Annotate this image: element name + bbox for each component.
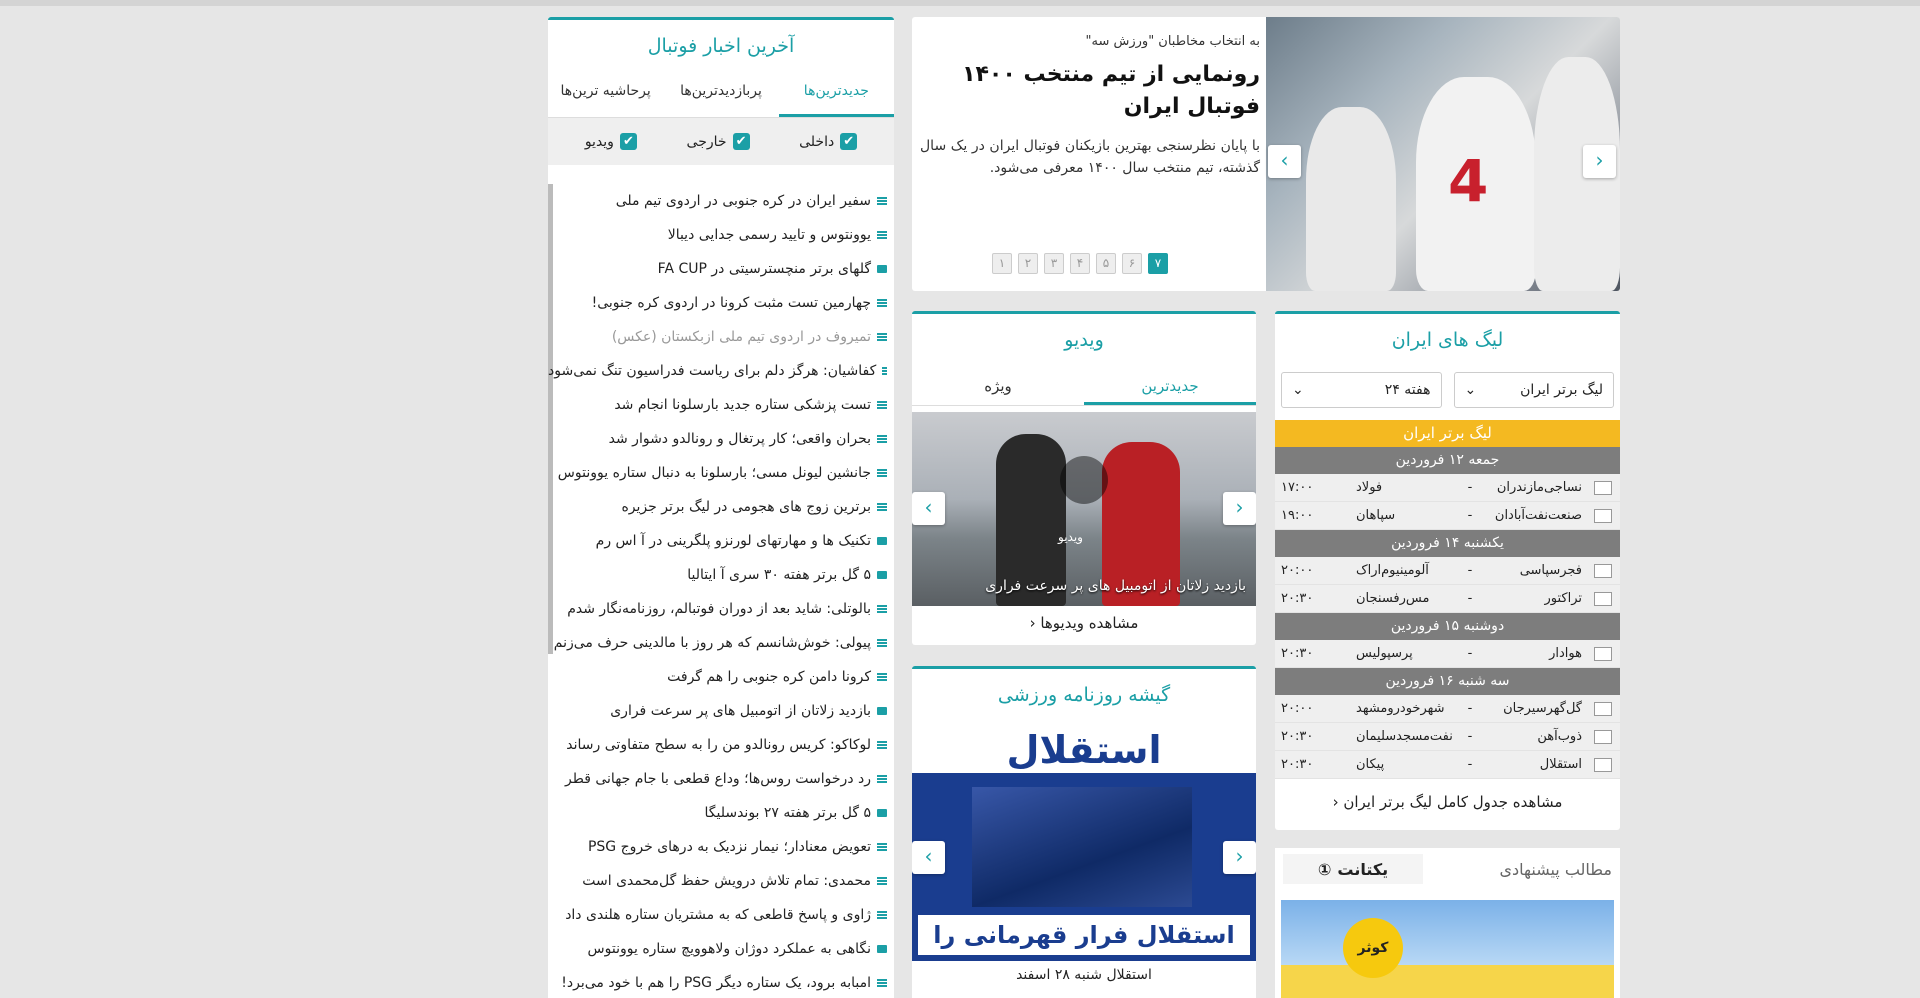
- list-item[interactable]: [548, 864, 894, 898]
- video-thumbnail[interactable]: [912, 412, 1256, 606]
- jersey-number: 4: [1448, 147, 1489, 215]
- pager-item[interactable]: ۵: [1096, 253, 1116, 274]
- list-item[interactable]: [548, 286, 894, 320]
- filter-video-label: ویدیو: [584, 133, 614, 150]
- suggested-content-panel: [1275, 848, 1620, 998]
- list-item[interactable]: [548, 694, 894, 728]
- news-item-title: تکنیک ها و مهارتهای لورنزو پلگرینی در آ اس رم: [595, 533, 871, 549]
- checkbox-checked-icon[interactable]: ✔: [620, 133, 637, 150]
- video-panel: [912, 311, 1256, 645]
- press-panel-title: گیشه روزنامه ورزشی: [997, 684, 1171, 706]
- score-separator: -: [1467, 729, 1473, 744]
- article-icon: [877, 605, 887, 613]
- match-time: ۱۷:۰۰: [1281, 480, 1314, 495]
- article-icon: [877, 333, 887, 341]
- full-table-link[interactable]: مشاهده جدول کامل لیگ برتر ایران ‹: [1332, 793, 1563, 811]
- iran-leagues-panel: [1275, 311, 1620, 830]
- article-icon: [882, 367, 887, 375]
- filter-domestic[interactable]: [799, 133, 857, 150]
- score-separator: -: [1467, 701, 1473, 716]
- away-team: شهرخودرومشهد: [1356, 701, 1445, 716]
- article-icon: [877, 979, 887, 987]
- view-videos-link[interactable]: مشاهده ویدیوها ‹: [1029, 614, 1139, 632]
- team-logo-icon: [1594, 758, 1612, 772]
- news-item-title: جانشین لیونل مسی؛ بارسلونا به دنبال ستاره یوونتوس: [557, 465, 871, 481]
- news-item-title: نگاهی به عملکرد دوژان ولاهوویچ ستاره یوونتوس: [587, 941, 871, 957]
- news-item-title: رد درخواست روس‌ها؛ وداع قطعی با جام جهانی قطر: [565, 771, 871, 787]
- list-item[interactable]: [548, 626, 894, 660]
- list-item[interactable]: [548, 558, 894, 592]
- article-icon: [877, 775, 887, 783]
- home-team: گل‌گهرسیرجان: [1503, 701, 1582, 716]
- news-item-title: ژاوی و پاسخ قاطعی که به مشتریان ستاره هلندی داد: [565, 907, 871, 923]
- news-tabs: [548, 66, 894, 118]
- news-item-title: برترین زوج های هجومی در لیگ برتر جزیره: [621, 499, 871, 515]
- score-separator: -: [1467, 757, 1473, 772]
- match-time: ۲۰:۰۰: [1281, 701, 1314, 716]
- video-caption[interactable]: بازدید زلاتان از اتومبیل های پر سرعت فراری: [985, 578, 1246, 594]
- news-filters: [548, 118, 894, 165]
- pager-item[interactable]: ۴: [1070, 253, 1090, 274]
- newspaper-masthead: استقلال: [912, 727, 1256, 773]
- pager-item[interactable]: ۶: [1122, 253, 1142, 274]
- news-list: [548, 184, 894, 998]
- team-logo-icon: [1594, 509, 1612, 523]
- article-icon: [877, 877, 887, 885]
- chevron-left-icon[interactable]: ‹: [912, 492, 945, 525]
- news-item-title: لوکاکو: کریس رونالدو من را به سطح متفاوتی رساند: [566, 737, 871, 753]
- suggested-header: [1275, 848, 1620, 890]
- league-select[interactable]: [1454, 372, 1615, 408]
- news-item-title: ۵ گل برتر هفته ۳۰ سری آ ایتالیا: [687, 567, 871, 583]
- news-item-title: تمیروف در اردوی تیم ملی ازبکستان (عکس): [611, 329, 871, 345]
- player-figure: [1416, 77, 1536, 291]
- news-item-title: چهارمین تست مثبت کرونا در اردوی کره جنوبی!: [591, 295, 871, 311]
- score-separator: -: [1467, 563, 1473, 578]
- suggested-ad-image[interactable]: [1281, 900, 1614, 998]
- news-panel-title: آخرین اخبار فوتبال: [647, 35, 795, 57]
- match-time: ۲۰:۳۰: [1281, 591, 1314, 606]
- match-day-header: سه شنبه ۱۶ فروردین: [1275, 668, 1620, 695]
- home-team: ذوب‌آهن: [1537, 729, 1582, 744]
- home-team: هوادار: [1549, 646, 1582, 661]
- team-logo-icon: [1594, 592, 1612, 606]
- match-row[interactable]: [1275, 557, 1620, 585]
- pager-item[interactable]: ۱: [992, 253, 1012, 274]
- week-select[interactable]: [1281, 372, 1442, 408]
- list-item[interactable]: [548, 354, 894, 388]
- away-team: سپاهان: [1356, 508, 1396, 523]
- newspaper-photo: [972, 787, 1192, 907]
- latest-football-news-panel: [548, 17, 894, 998]
- list-item[interactable]: [548, 388, 894, 422]
- list-item[interactable]: [548, 966, 894, 998]
- newspaper-kiosk-panel: [912, 666, 1256, 998]
- chevron-right-icon[interactable]: ›: [1223, 492, 1256, 525]
- chevron-right-icon[interactable]: ›: [1583, 145, 1616, 178]
- home-team: تراکتور: [1544, 591, 1582, 606]
- news-item-title: امبابه برود، یک ستاره دیگر PSG را هم با خود می‌برد!: [561, 975, 871, 991]
- match-row[interactable]: [1275, 502, 1620, 530]
- list-item[interactable]: [548, 218, 894, 252]
- match-day-header: یکشنبه ۱۴ فروردین: [1275, 530, 1620, 557]
- home-team: استقلال: [1539, 757, 1582, 772]
- tab-most-viewed[interactable]: پربازدیدترین‌ها: [680, 83, 762, 99]
- article-icon: [877, 503, 887, 511]
- list-item[interactable]: [548, 184, 894, 218]
- list-item[interactable]: [548, 592, 894, 626]
- team-logo-icon: [1594, 702, 1612, 716]
- news-item-title: بحران واقعی؛ کار پرتغال و رونالدو دشوار شد: [608, 431, 871, 447]
- news-item-title: ۵ گل برتر هفته ۲۷ بوندسلیگا: [704, 805, 871, 821]
- article-icon: [877, 843, 887, 851]
- home-team: فجرسپاسی: [1519, 563, 1582, 578]
- list-item[interactable]: [548, 728, 894, 762]
- team-logo-icon: [1594, 564, 1612, 578]
- article-icon: [877, 231, 887, 239]
- filter-foreign-label: خارجی: [686, 133, 727, 150]
- away-team: فولاد: [1356, 480, 1383, 495]
- pager-item[interactable]: ۳: [1044, 253, 1064, 274]
- chevron-left-icon[interactable]: ‹: [912, 841, 945, 874]
- featured-headline[interactable]: رونمایی از تیم منتخب ۱۴۰۰ فوتبال ایران: [962, 62, 1260, 119]
- list-item[interactable]: [548, 762, 894, 796]
- slider-pager: [992, 253, 1168, 274]
- video-icon: [877, 809, 887, 817]
- featured-photo[interactable]: [1266, 17, 1620, 291]
- suggested-title: مطالب پیشنهادی: [1499, 859, 1612, 879]
- news-item-title: گلهای برتر منچسترسیتی در FA CUP: [657, 261, 871, 277]
- featured-kicker: به انتخاب مخاطبان "ورزش سه": [1085, 34, 1260, 49]
- news-item-title: پیولی: خوش‌شانسم که هر روز با مالدینی حرف می‌زنم: [553, 635, 871, 651]
- list-item[interactable]: [548, 422, 894, 456]
- match-day-header: دوشنبه ۱۵ فروردین: [1275, 613, 1620, 640]
- article-icon: [877, 741, 887, 749]
- newspaper-headline: استقلال فرار قهرمانی را: [918, 915, 1250, 955]
- list-item[interactable]: [548, 252, 894, 286]
- score-separator: -: [1467, 508, 1473, 523]
- news-item-title: یوونتوس و تایید رسمی جدایی دیبالا: [667, 227, 871, 243]
- away-team: مس‌رفسنجان: [1356, 591, 1430, 606]
- news-item-title: بازدید زلاتان از اتومبیل های پر سرعت فراری: [610, 703, 871, 719]
- featured-text: [920, 17, 1260, 179]
- video-icon: [877, 265, 887, 273]
- match-time: ۲۰:۳۰: [1281, 729, 1314, 744]
- match-time: ۱۹:۰۰: [1281, 508, 1314, 523]
- video-icon: [877, 571, 887, 579]
- tab-newest[interactable]: جدیدترین‌ها: [779, 66, 894, 117]
- list-item[interactable]: [548, 796, 894, 830]
- newspaper-caption[interactable]: استقلال شنبه ۲۸ اسفند: [1016, 967, 1152, 983]
- video-icon: [877, 537, 887, 545]
- home-team: نساجی‌مازندران: [1496, 480, 1582, 495]
- featured-lead: با پایان نظرسنجی بهترین بازیکنان فوتبال ایران در یک سال گذشته، تیم منتخب سال ۱۴۰۰ معرفی می‌شود.: [920, 138, 1260, 176]
- tab-video-newest[interactable]: جدیدترین: [1084, 368, 1256, 405]
- match-day-header: جمعه ۱۲ فروردین: [1275, 447, 1620, 474]
- news-item-title: سفیر ایران در کره جنوبی در اردوی تیم ملی: [615, 193, 871, 209]
- list-item[interactable]: [548, 932, 894, 966]
- article-icon: [877, 673, 887, 681]
- player-figure: [1306, 107, 1396, 291]
- match-row[interactable]: [1275, 751, 1620, 779]
- filter-domestic-label: داخلی: [799, 133, 835, 150]
- tab-video-special[interactable]: ویژه: [984, 377, 1012, 395]
- checkbox-checked-icon[interactable]: ✔: [733, 133, 750, 150]
- league-name-bar: لیگ برتر ایران: [1275, 420, 1620, 447]
- match-row[interactable]: [1275, 640, 1620, 668]
- featured-slider: [912, 17, 1620, 291]
- list-item[interactable]: [548, 524, 894, 558]
- match-row[interactable]: [1275, 695, 1620, 723]
- league-select-value: لیگ برتر ایران: [1520, 382, 1603, 398]
- video-tabs: [912, 368, 1256, 406]
- match-row[interactable]: [1275, 723, 1620, 751]
- score-separator: -: [1467, 480, 1473, 495]
- browser-top-strip: [0, 0, 1920, 6]
- newspaper-cover[interactable]: [912, 727, 1256, 961]
- match-time: ۲۰:۳۰: [1281, 757, 1314, 772]
- league-panel-title: لیگ های ایران: [1391, 329, 1504, 351]
- list-item[interactable]: [548, 898, 894, 932]
- match-time: ۲۰:۳۰: [1281, 646, 1314, 661]
- video-icon: [877, 707, 887, 715]
- list-item[interactable]: [548, 830, 894, 864]
- video-panel-title: ویدیو: [1064, 329, 1104, 351]
- video-icon: [877, 945, 887, 953]
- news-item-title: بالوتلی: شاید بعد از دوران فوتبالم، روزنامه‌نگار شدم: [567, 601, 871, 617]
- article-icon: [877, 401, 887, 409]
- play-icon[interactable]: [1060, 456, 1108, 504]
- news-item-title: محمدی: تمام تلاش درویش حفظ گل‌محمدی است: [582, 873, 871, 889]
- list-item[interactable]: [548, 320, 894, 354]
- yektanet-logo-text: یکتانت: [1337, 859, 1389, 879]
- pager-item[interactable]: ۷: [1148, 253, 1168, 274]
- chevron-down-icon: ⌄: [1464, 382, 1477, 398]
- league-selects: [1275, 372, 1620, 408]
- team-logo-icon: [1594, 730, 1612, 744]
- chevron-right-icon[interactable]: ›: [1223, 841, 1256, 874]
- team-logo-icon: [1594, 647, 1612, 661]
- home-team: صنعت‌نفت‌آبادان: [1494, 508, 1582, 523]
- away-team: پیکان: [1356, 757, 1385, 772]
- yektanet-badge-icon: ①: [1317, 859, 1332, 879]
- score-separator: -: [1467, 591, 1473, 606]
- ad-brand-badge: کوثر: [1343, 918, 1403, 978]
- away-team: آلومینیوم‌اراک: [1356, 563, 1429, 578]
- news-item-title: کرونا دامن کره جنوبی را هم گرفت: [667, 669, 871, 685]
- checkbox-checked-icon[interactable]: ✔: [840, 133, 857, 150]
- list-item[interactable]: [548, 490, 894, 524]
- tab-most-controversial[interactable]: پرحاشیه ترین‌ها: [560, 83, 651, 99]
- news-item-title: کفاشیان: هرگز دلم برای ریاست فدراسیون تنگ نمی‌شود: [548, 363, 877, 379]
- video-overlay-label: ویدیو: [1058, 530, 1083, 544]
- match-time: ۲۰:۰۰: [1281, 563, 1314, 578]
- yektanet-logo[interactable]: [1283, 854, 1423, 884]
- filter-foreign[interactable]: [687, 133, 750, 150]
- news-item-title: تست پزشکی ستاره جدید بارسلونا انجام شد: [614, 397, 871, 413]
- away-team: پرسپولیس: [1356, 646, 1413, 661]
- article-icon: [877, 911, 887, 919]
- chevron-left-icon[interactable]: ‹: [1268, 145, 1301, 178]
- match-row[interactable]: [1275, 585, 1620, 613]
- article-icon: [877, 639, 887, 647]
- article-icon: [877, 435, 887, 443]
- team-logo-icon: [1594, 481, 1612, 495]
- list-item[interactable]: [548, 660, 894, 694]
- article-icon: [877, 469, 887, 477]
- pager-item[interactable]: ۲: [1018, 253, 1038, 274]
- filter-video[interactable]: [585, 133, 637, 150]
- article-icon: [877, 197, 887, 205]
- score-separator: -: [1467, 646, 1473, 661]
- news-item-title: تعویض معنادار؛ نیمار نزدیک به درهای خروج PSG: [587, 839, 871, 855]
- week-select-value: هفته ۲۴: [1384, 382, 1431, 398]
- list-item[interactable]: [548, 456, 894, 490]
- article-icon: [877, 299, 887, 307]
- match-row[interactable]: [1275, 474, 1620, 502]
- chevron-down-icon: ⌄: [1292, 382, 1304, 398]
- away-team: نفت‌مسجدسلیمان: [1356, 729, 1453, 744]
